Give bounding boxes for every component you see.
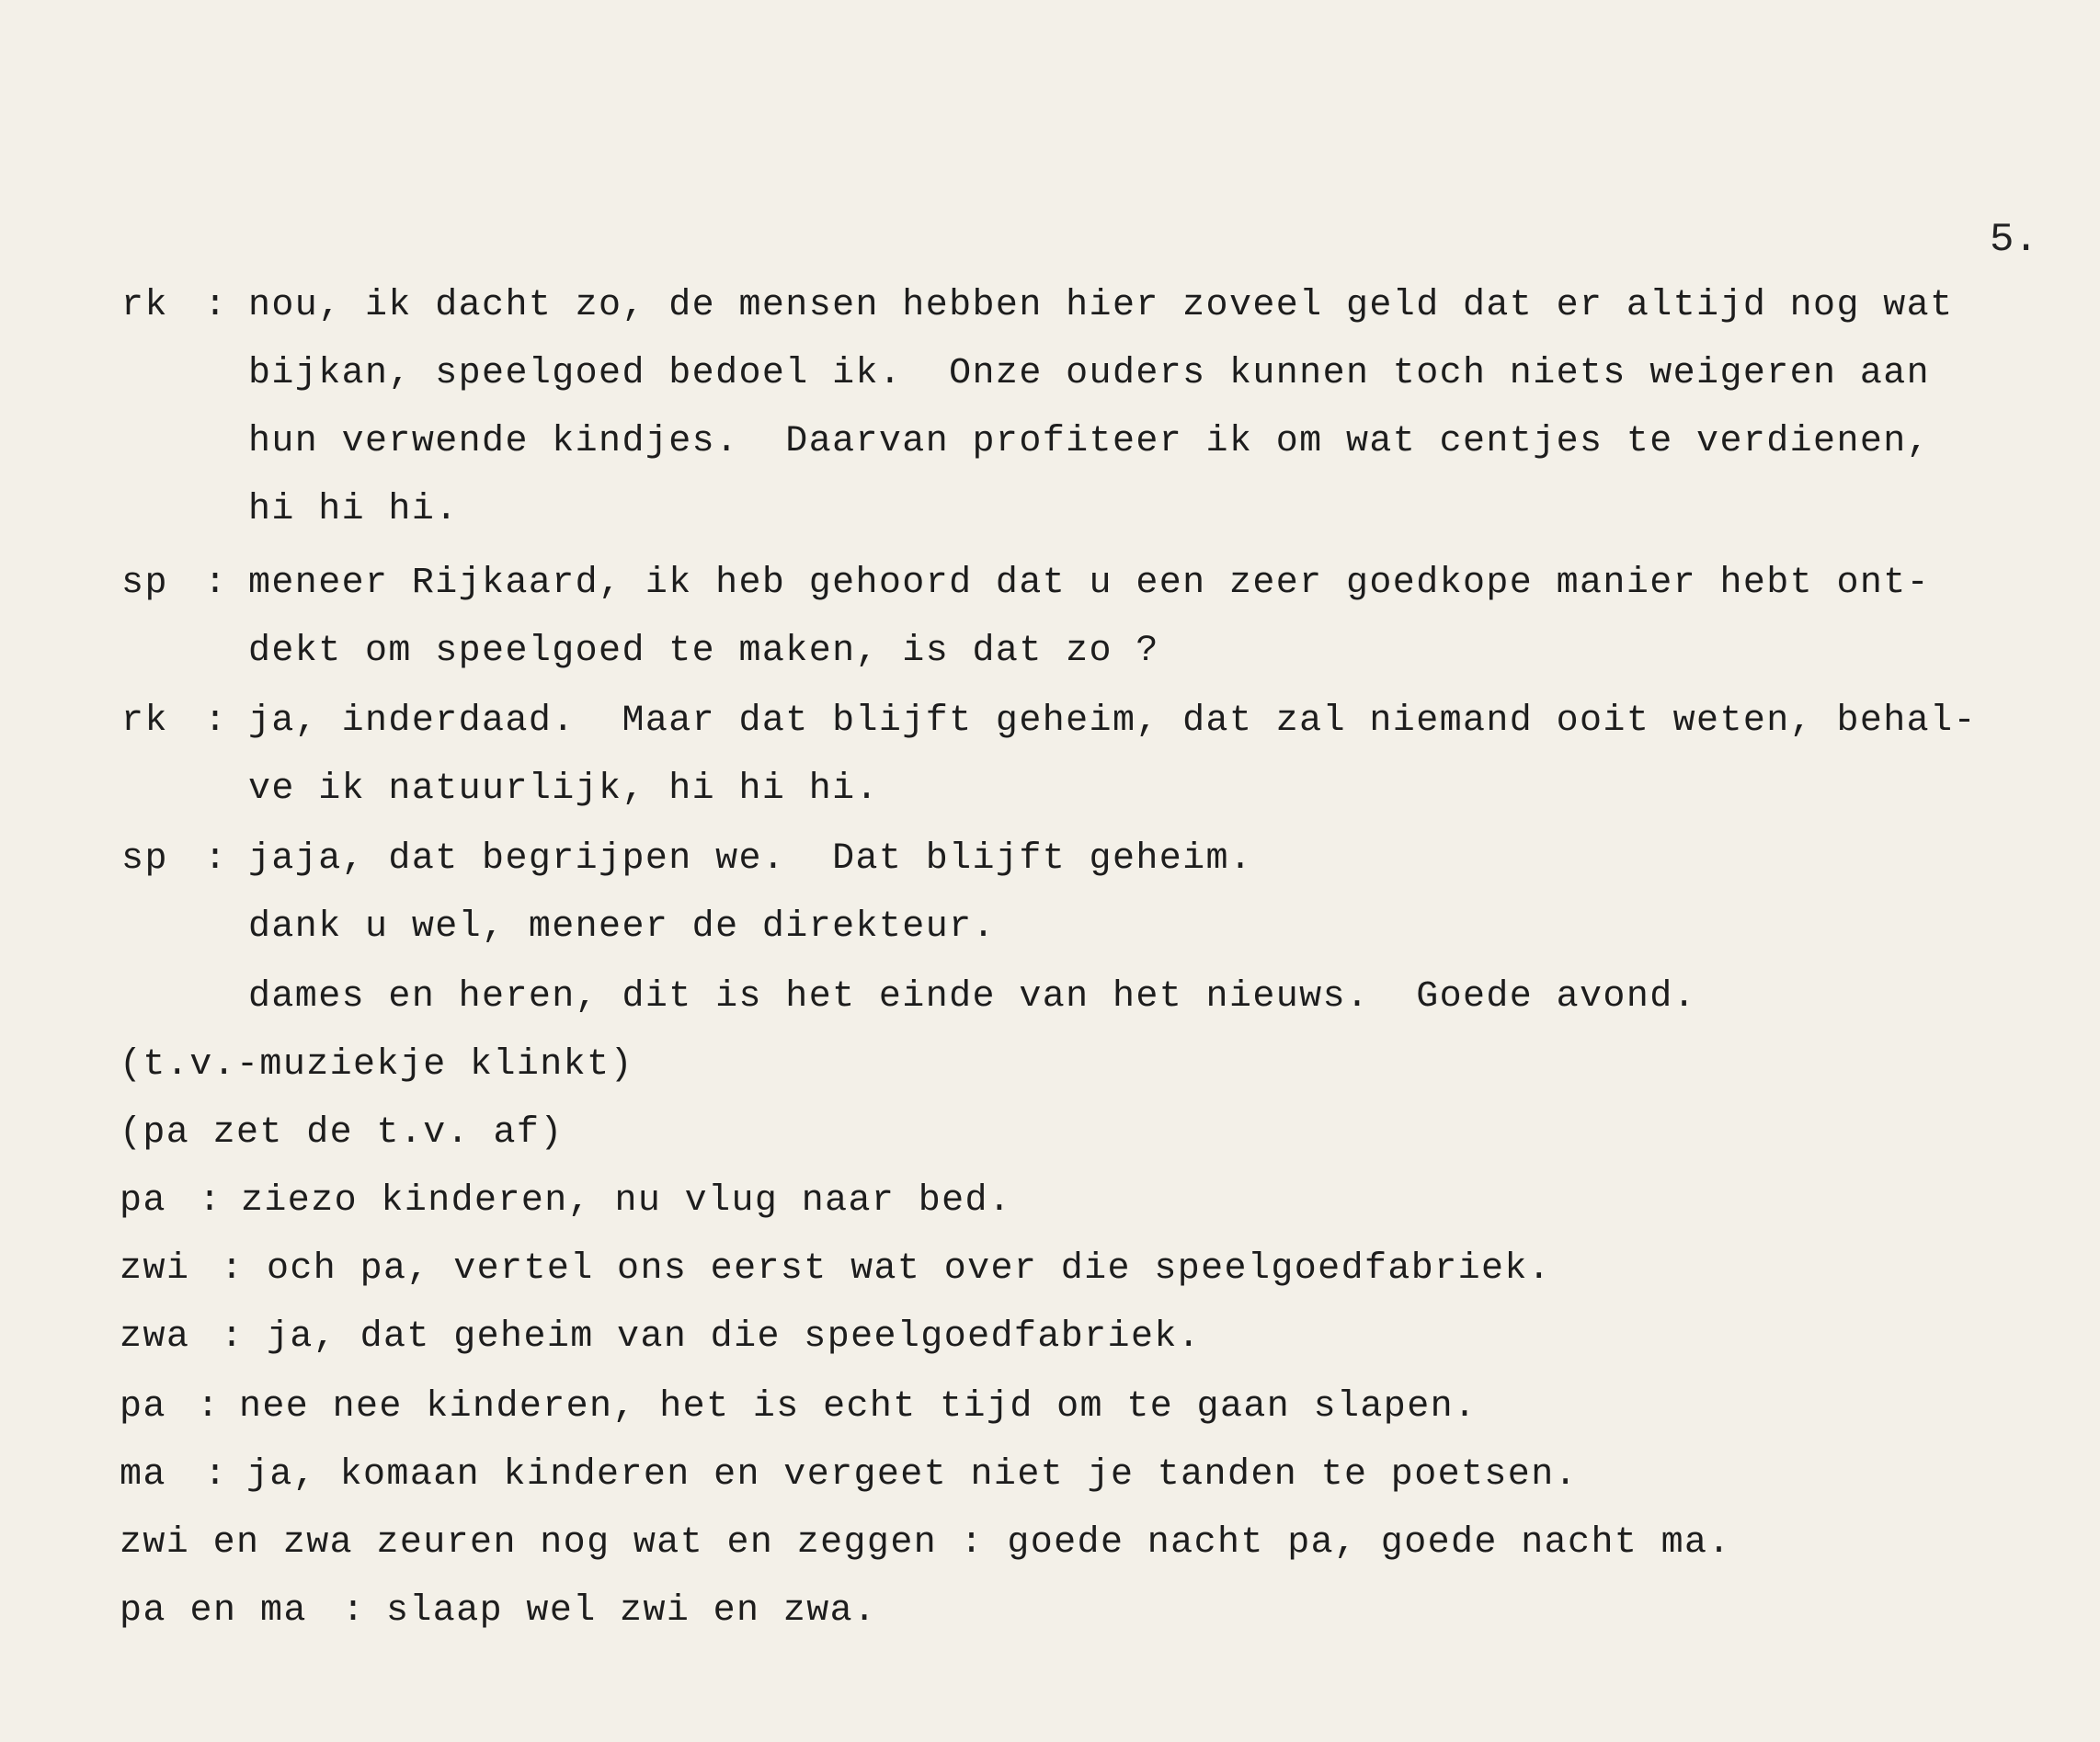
speaker-pa-en-ma: pa en ma [120,1590,308,1632]
speaker-sp: sp [121,563,169,604]
colon: : [204,285,227,326]
dialogue-line: hi hi hi. [248,489,459,530]
speaker-zwa: zwa [120,1316,190,1358]
colon: : [204,1454,227,1496]
dialogue-line: ve ik natuurlijk, hi hi hi. [248,769,879,810]
page-number: 5. [1990,217,2038,263]
dialogue-line: dank u wel, meneer de direkteur. [248,906,996,948]
speaker-ma: ma [120,1454,167,1496]
colon: : [221,1248,244,1290]
dialogue-line: nee nee kinderen, het is echt tijd om te gaan slapen. [239,1386,1478,1428]
speaker-pa: pa [120,1386,167,1428]
stage-direction: (pa zet de t.v. af) [120,1112,564,1154]
colon: : [197,1386,220,1428]
dialogue-line: dames en heren, dit is het einde van het nieuws. Goede avond. [248,976,1697,1018]
dialogue-line: meneer Rijkaard, ik heb gehoord dat u een zeer goedkope manier hebt ont- [248,563,1931,604]
speaker-zwi: zwi [120,1248,190,1290]
dialogue-line: bijkan, speelgoed bedoel ik. Onze ouders kunnen toch niets weigeren aan [248,353,1931,394]
colon: : [204,838,227,880]
dialogue-line: ja, dat geheim van die speelgoedfabriek. [267,1316,1202,1358]
dialogue-line: ziezo kinderen, nu vlug naar bed. [241,1180,1012,1222]
speaker-pa: pa [120,1180,167,1222]
dialogue-line: ja, komaan kinderen en vergeet niet je tanden te poetsen. [246,1454,1579,1496]
dialogue-line: ja, inderdaad. Maar dat blijft geheim, dat zal niemand ooit weten, behal- [248,700,1977,742]
dialogue-line: slaap wel zwi en zwa. [386,1590,877,1632]
stage-direction: (t.v.-muziekje klinkt) [120,1044,633,1086]
dialogue-line: dekt om speelgoed te maken, is dat zo ? [248,631,1159,672]
colon: : [204,563,227,604]
dialogue-line: hun verwende kindjes. Daarvan profiteer ik om wat centjes te verdienen, [248,421,1931,462]
colon: : [204,700,227,742]
dialogue-line: jaja, dat begrijpen we. Dat blijft geheim. [248,838,1253,880]
dialogue-line: nou, ik dacht zo, de mensen hebben hier zoveel geld dat er altijd nog wat [248,285,1954,326]
colon: : [199,1180,222,1222]
speaker-rk: rk [121,285,169,326]
dialogue-line: och pa, vertel ons eerst wat over die speelgoedfabriek. [267,1248,1552,1290]
colon: : [221,1316,244,1358]
speaker-sp: sp [121,838,169,880]
colon: : [342,1590,365,1632]
speaker-rk: rk [121,700,169,742]
dialogue-line: zwi en zwa zeuren nog wat en zeggen : goede nacht pa, goede nacht ma. [120,1522,1731,1564]
